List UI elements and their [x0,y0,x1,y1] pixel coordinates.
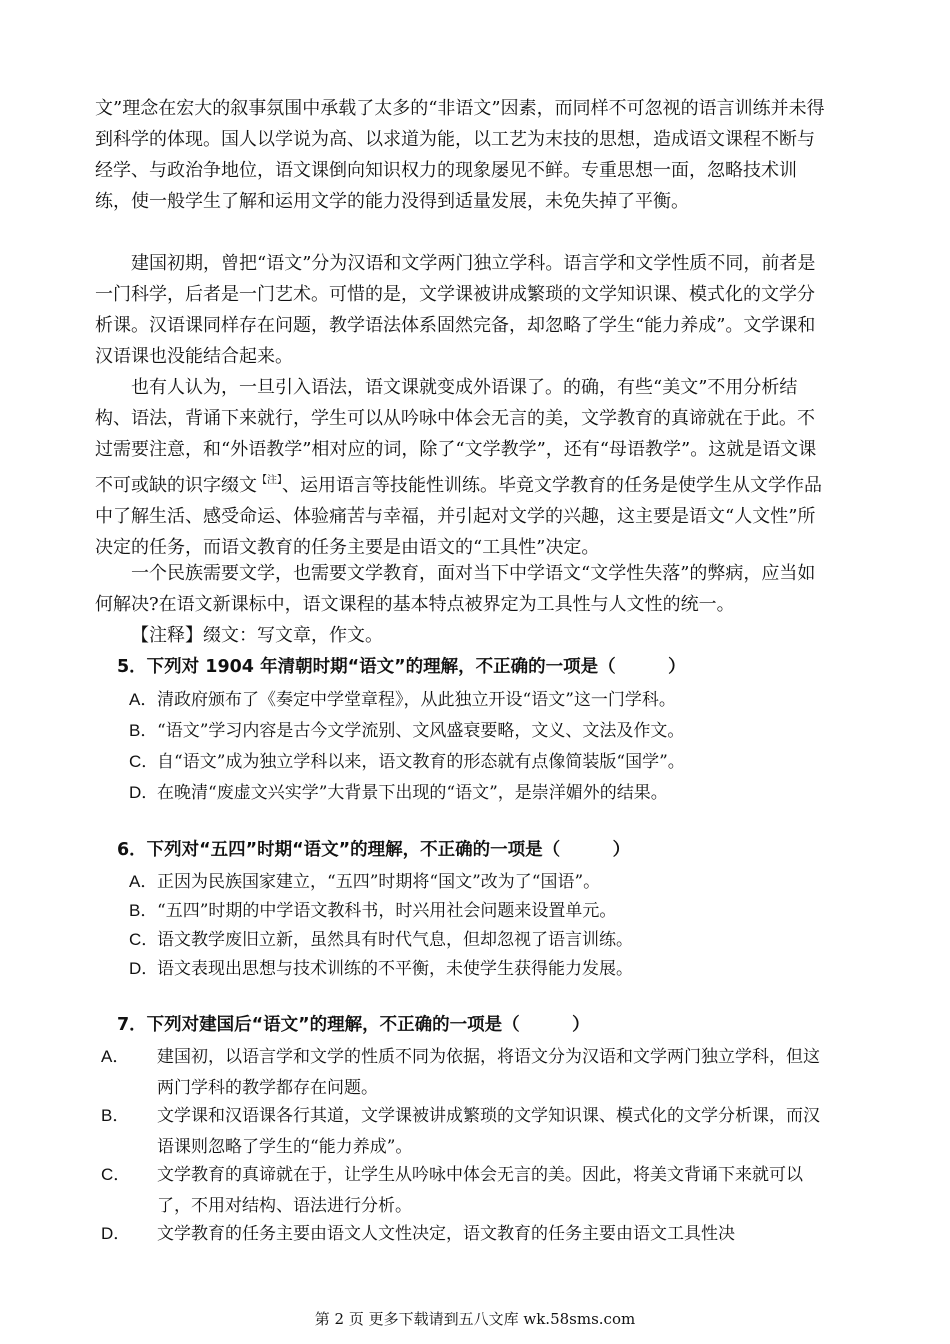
question-6-stem: 6．下列对“五四”时期“语文”的理解，不正确的一项是（ ） [117,840,631,860]
option-text: “五四”时期的中学语文教科书，时兴用社会问题来设置单元。 [157,901,617,921]
option-text: 文学教育的任务主要由语文人文性决定，语文教育的任务主要由语文工具性决 [157,1224,735,1244]
question-7-option-a[interactable] [101,1041,829,1104]
question-7-option-c[interactable] [101,1159,829,1222]
option-text: 清政府颁布了《奏定中学堂章程》，从此独立开设“语文”这一门学科。 [157,690,676,710]
option-label: C． [129,752,159,771]
option-text: “语文”学习内容是古今文学流别、文风盛衰要略，文义、文法及作文。 [157,721,685,741]
option-label: C． [129,930,159,949]
body-paragraph-3 [95,372,825,563]
body-paragraph-4 [95,558,825,620]
question-6-option-d[interactable] [129,953,829,985]
option-text: 语文表现出思想与技术训练的不平衡，未使学生获得能力发展。 [157,959,633,979]
option-text: 文学教育的真谛就在于，让学生从吟咏中体会无言的美。因此，将美文背诵下来就可以了，不用对结构、语法进行分析。 [157,1165,803,1216]
option-text: 文学课和汉语课各行其道，文学课被讲成繁琐的文学知识课、模式化的文学分析课，而汉语课则忽略了学生的“能力养成”。 [157,1106,820,1157]
question-5-stem: 5．下列对 1904 年清朝时期“语文”的理解，不正确的一项是（ ） [117,657,686,677]
question-5-option-c[interactable] [129,746,829,778]
page-footer: 第 2 页 更多下载请到五八文库 wk.58sms.com [314,1310,636,1328]
question-6-option-c[interactable] [129,924,829,956]
option-label: D． [129,783,159,802]
option-label: B． [129,901,158,920]
option-text: 语文教学废旧立新，虽然具有时代气息，但却忽视了语言训练。 [157,930,633,950]
paragraph-text: 一个民族需要文学，也需要文学教育，面对当下中学语文“文学性失落”的弊病，应当如何解决?在语文新课标中，语文课程的基本特点被界定为工具性与人文性的统一。 [95,563,816,615]
question-7-option-d[interactable] [101,1218,829,1250]
body-paragraph-1 [95,93,825,217]
annotation-note: 【注释】缀文：写文章，作文。 [131,625,383,646]
option-label: C． [101,1165,131,1184]
paragraph-text: 建国初期，曾把“语文”分为汉语和文学两门独立学科。语言学和文学性质不同，前者是一门科学，后者是一门艺术。可惜的是，文学课被讲成繁琐的文学知识课、模式化的文学分析课。汉语课同样存在问题，教学语法体系固然完备，却忽略了学生“能力养成”。文学课和汉语课也没能结合起来。 [95,253,816,367]
option-label: B． [129,721,158,740]
question-6-option-a[interactable] [129,866,829,898]
question-6-option-b[interactable] [129,895,829,927]
option-label: B． [101,1106,130,1125]
question-7-stem: 7．下列对建国后“语文”的理解，不正确的一项是（ ） [117,1015,590,1035]
paragraph-text: 也有人认为，一旦引入语法，语文课就变成外语课了。的确，有些“美文”不用分析结构、语法，背诵下来就行，学生可以从吟咏中体会无言的美，文学教育的真谛就在于此。不过需要注意，和“外语教学”相对应的词，除了“文学教学”，还有“母语教学”。这就是语文课不可或缺的识字缀文 [95,377,817,496]
body-paragraph-2 [95,248,825,372]
question-5-option-b[interactable] [129,715,829,747]
option-text: 自“语文”成为独立学科以来，语文教育的形态就有点像简装版“国学”。 [157,752,685,772]
paragraph-text: 、运用语言等技能性训练。毕竟文学教育的任务是使学生从文学作品中了解生活、感受命运、体验痛苦与幸福，并引起对文学的兴趣，这主要是语文“人文性”所决定的任务，而语文教育的任务主要是由语文的“工具性”决定。 [95,475,822,558]
option-text: 正因为民族国家建立，“五四”时期将“国文”改为了“国语”。 [157,872,601,892]
option-label: A． [101,1047,130,1066]
question-5-option-d[interactable] [129,777,829,809]
option-label: A． [129,690,158,709]
footnote-mark: 【注】 [257,475,282,486]
option-label: D． [101,1224,131,1243]
question-7-option-b[interactable] [101,1100,829,1163]
option-label: A． [129,872,158,891]
option-text: 建国初，以语言学和文学的性质不同为依据，将语文分为汉语和文学两门独立学科，但这两门学科的教学都存在问题。 [157,1047,820,1098]
option-label: D． [129,959,159,978]
question-5-option-a[interactable] [129,684,829,716]
option-text: 在晚清“废虚文兴实学”大背景下出现的“语文”，是崇洋媚外的结果。 [157,783,668,803]
paragraph-text: 文”理念在宏大的叙事氛围中承载了太多的“非语文”因素，而同样不可忽视的语言训练并未得到科学的体现。国人以学说为高、以求道为能，以工艺为末技的思想，造成语文课程不断与经学、与政治争地位，语文课倒向知识权力的现象屡见不鲜。专重思想一面，忽略技术训练，使一般学生了解和运用文学的能力没得到适量发展，未免失掉了平衡。 [95,98,825,212]
